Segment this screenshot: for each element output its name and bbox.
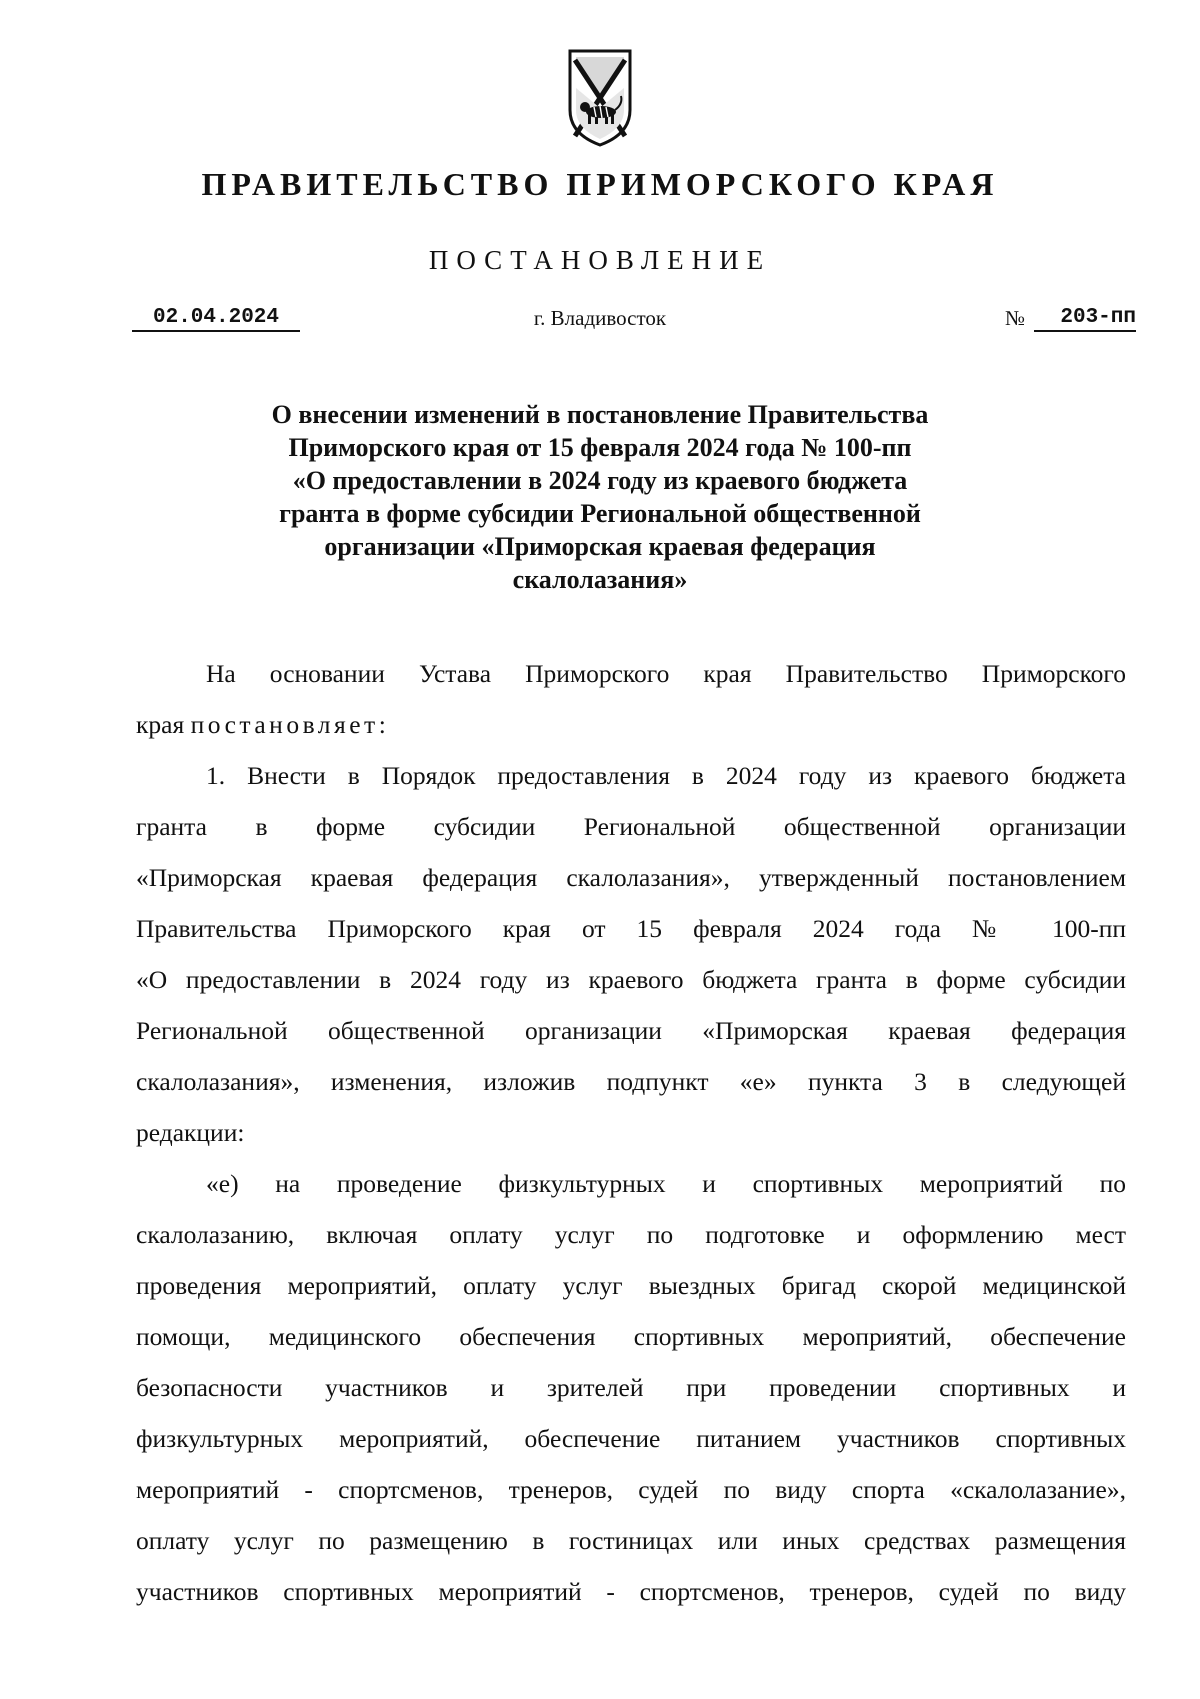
paragraph-1-line: редакции:: [136, 1118, 245, 1147]
paragraph-1-line: Правительства Приморского края от 15 февраля 2024 года № 100-пп: [136, 914, 1126, 943]
paragraph-2-line: помощи, медицинского обеспечения спортивных мероприятий, обеспечение: [136, 1322, 1126, 1351]
paragraph-2-line: безопасности участников и зрителей при проведении спортивных и: [136, 1373, 1126, 1402]
paragraph-2-line: мероприятий - спортсменов, тренеров, судей по виду спорта «скалолазание»,: [136, 1475, 1126, 1504]
paragraph-1-line: скалолазания», изменения, изложив подпункт «е» пункта 3 в следующей: [136, 1067, 1126, 1096]
title-line: О внесении изменений в постановление Правительства: [271, 400, 929, 429]
paragraph-2-line: проведения мероприятий, оплату услуг выездных бригад скорой медицинской: [136, 1271, 1126, 1300]
paragraph-2-line: скалолазанию, включая оплату услуг по подготовке и оформлению мест: [136, 1220, 1126, 1249]
title-line: Приморского края от 15 февраля 2024 года № 100-пп: [288, 433, 912, 462]
intro-line: На основании Устава Приморского края Правительство Приморского: [206, 659, 1126, 688]
title-line: скалолазания»: [512, 565, 688, 594]
document-number: 203-пп: [1034, 306, 1136, 332]
document-number-label: №: [1005, 306, 1026, 330]
paragraph-2-line: оплату услуг по размещению в гостиницах или иных средствах размещения: [136, 1526, 1126, 1555]
title-line: гранта в форме субсидии Региональной общественной: [279, 499, 921, 528]
title-line: «О предоставлении в 2024 году из краевого бюджета: [292, 466, 908, 495]
paragraph-1-line: «Приморская краевая федерация скалолазания», утвержденный постановлением: [136, 863, 1126, 892]
paragraph-1-line: «О предоставлении в 2024 году из краевого бюджета гранта в форме субсидии: [136, 965, 1126, 994]
organization-name: ПРАВИТЕЛЬСТВО ПРИМОРСКОГО КРАЯ: [201, 166, 999, 202]
paragraph-2-line: «е) на проведение физкультурных и спортивных мероприятий по: [206, 1169, 1126, 1198]
document-body: [136, 648, 1126, 1617]
document-date: 02.04.2024: [132, 306, 300, 332]
resolves-word: постановляет:: [190, 710, 390, 739]
paragraph-1-line: гранта в форме субсидии Региональной общественной организации: [136, 812, 1126, 841]
intro-line: [136, 699, 1126, 750]
title-line: организации «Приморская краевая федерация: [324, 532, 876, 561]
document-meta-row: [0, 306, 1200, 342]
paragraph-2-line: физкультурных мероприятий, обеспечение питанием участников спортивных: [136, 1424, 1126, 1453]
paragraph-1-line: Региональной общественной организации «Приморская краевая федерация: [136, 1016, 1126, 1045]
paragraph-2-line: участников спортивных мероприятий - спортсменов, тренеров, судей по виду: [136, 1577, 1126, 1606]
document-title: [180, 398, 1020, 596]
intro-text: края: [136, 710, 191, 739]
document-type: ПОСТАНОВЛЕНИЕ: [428, 245, 772, 275]
paragraph-1-line: 1. Внести в Порядок предоставления в 2024 году из краевого бюджета: [206, 761, 1126, 790]
coat-of-arms-emblem: [567, 48, 633, 148]
document-city: г. Владивосток: [533, 306, 667, 330]
